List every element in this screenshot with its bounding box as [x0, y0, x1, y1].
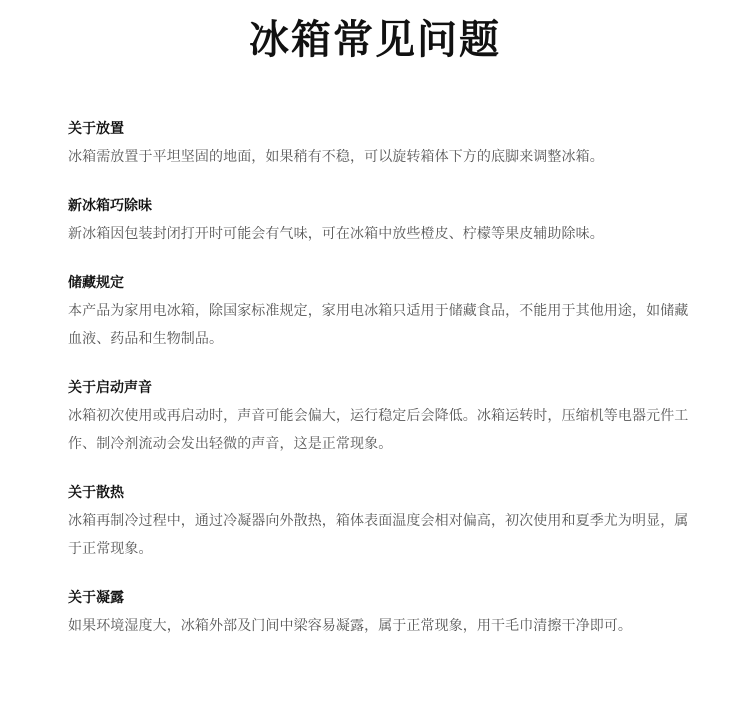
- faq-heading: 新冰箱巧除味: [68, 198, 152, 214]
- faq-item-startup-sound: [68, 377, 698, 458]
- faq-item-storage-rules: [68, 272, 698, 353]
- faq-answer: 冰箱需放置于平坦坚固的地面，如果稍有不稳，可以旋转箱体下方的底脚来调整冰箱。: [68, 149, 604, 165]
- faq-heading: 关于启动声音: [68, 380, 152, 396]
- faq-answer: 本产品为家用电冰箱，除国家标准规定，家用电冰箱只适用于储藏食品，不能用于其他用途，如储藏血液、药品和生物制品。: [68, 303, 689, 347]
- page-title: 冰箱常见问题: [249, 17, 501, 63]
- faq-heading: 关于放置: [68, 121, 124, 137]
- faq-answer: 如果环境湿度大，冰箱外部及门间中梁容易凝露，属于正常现象，用干毛巾清擦干净即可。: [68, 618, 632, 634]
- faq-list: [68, 118, 698, 640]
- faq-answer: 新冰箱因包装封闭打开时可能会有气味，可在冰箱中放些橙皮、柠檬等果皮辅助除味。: [68, 226, 604, 242]
- faq-answer: 冰箱再制冷过程中，通过冷凝器向外散热，箱体表面温度会相对偏高，初次使用和夏季尤为明显，属于正常现象。: [68, 513, 689, 557]
- faq-answer: 冰箱初次使用或再启动时，声音可能会偏大，运行稳定后会降低。冰箱运转时，压缩机等电器元件工作、制冷剂流动会发出轻微的声音，这是正常现象。: [68, 408, 689, 452]
- faq-item-odor-removal: [68, 195, 698, 248]
- faq-heading: 关于凝露: [68, 590, 124, 606]
- faq-heading: 储藏规定: [68, 275, 124, 291]
- faq-item-condensation: [68, 587, 698, 640]
- faq-item-heat-dissipation: [68, 482, 698, 563]
- faq-item-placement: [68, 118, 698, 171]
- faq-heading: 关于散热: [68, 485, 124, 501]
